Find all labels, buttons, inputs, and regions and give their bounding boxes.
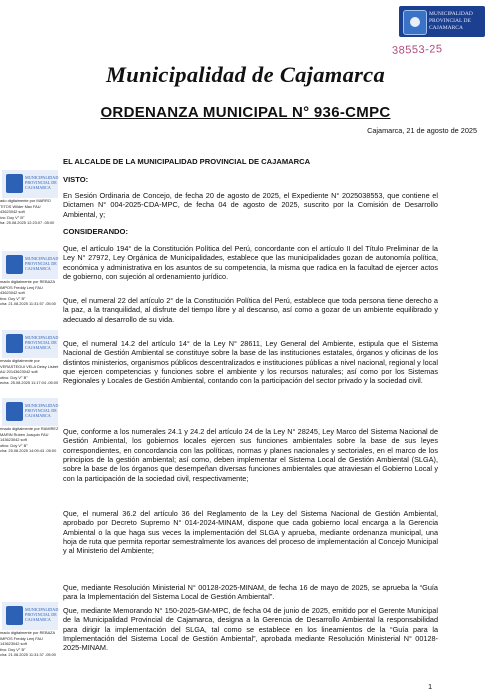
- considerando-paragraph-4: Que, conforme a los numerales 24.1 y 24.2 del artículo 24 de la Ley N° 28245, Ley Marco del Sistema Nacional de Gestión Ambiental, los gobiernos locales ejercen sus funciones ambientales sobre la base de sus leyes correspondientes, en concordancia con las políticas, normas y planes nacionales y sectoriales, en el marco de los principios de la gestión ambiental; así como, deben implementar el Sistema Local de Gestión Ambiental (SLGA), sobre la base de los órganos que desempeñan diversas funciones ambientales que atraviesan el Gobierno Local y con la participación de la sociedad civil, respectivamente;: [63, 427, 438, 483]
- signature-line: rmado digitalmente por RAMIREZ: [0, 426, 59, 431]
- municipal-logo: [399, 6, 485, 37]
- signature-line: MARIN Ruben Joaquin FAU: [0, 431, 49, 437]
- signature-line: TITOS Wilder Max FAU: [0, 203, 41, 209]
- seal-emblem-icon: [6, 606, 23, 625]
- seal-emblem-icon: [6, 402, 23, 421]
- signature-line: tivo: Doy V° B°: [0, 646, 26, 652]
- considerando-heading: CONSIDERANDO:: [63, 227, 128, 236]
- signature-line: ado digitalmente por MARRO: [0, 198, 51, 203]
- seal-emblem-icon: [6, 174, 23, 193]
- signature-seal: [2, 398, 58, 426]
- signature-line: otivo: Doy V° B°: [0, 374, 28, 380]
- seal-emblem-icon: [6, 334, 23, 353]
- institution-name: Municipalidad de Cajamarca: [105, 62, 386, 87]
- signature-seal: [2, 170, 58, 198]
- digital-signature-stamp: [0, 251, 61, 307]
- signature-line: 43623042 soft: [0, 290, 25, 296]
- signature-line: cha: 25.08.2025 14:09:43 -05:00: [0, 448, 57, 454]
- seal-emblem-icon: [6, 255, 23, 274]
- visto-paragraph: En Sesión Ordinaria de Concejo, de fecha 20 de agosto de 2025, el Expediente N° 2025038553, que contiene el Dictamen N° 004-2025-CDA-MPC, de fecha 04 de agosto de 2025, suscrito por la Comisión de Desarrollo Ambiental, y;: [63, 191, 438, 219]
- signature-line: VERASTEGUI VELA Deisy Lisbet: [0, 363, 59, 369]
- signature-seal: [2, 251, 58, 279]
- signature-line: echa: 25.08.2025 11:17:04 -05:00: [0, 380, 59, 386]
- seal-text: MUNICIPALIDAD PROVINCIAL DE CAJAMARCA: [25, 256, 59, 272]
- considerando-paragraph-3: Que, el numeral 14.2 del artículo 14° de la Ley N° 28611, Ley General del Ambiente, estipula que el Sistema Nacional de Gestión Ambiental se constituye sobre la base de las instituciones estatales, órganos y oficinas de los distintos ministerios, organismos públicos descentralizados e instituciones públicas a nivel nacional, regional y local que ejercen competencias y funciones sobre el ambiente y los recursos naturales; así como por los Sistemas Regionales y Locales de Gestión Ambiental, contando con la participación del sector privado y la sociedad civil.: [63, 339, 438, 386]
- digital-signature-stamp: [0, 170, 61, 226]
- signature-line: 43623042 soft: [0, 209, 25, 215]
- page-number: 1: [428, 682, 433, 691]
- logo-text: MUNICIPALIDAD PROVINCIAL DE CAJAMARCA: [429, 11, 473, 31]
- signature-line: ha: 25.08.2025 12:23:07 -05:00: [0, 220, 55, 226]
- seal-text: MUNICIPALIDAD PROVINCIAL DE CAJAMARCA: [25, 607, 59, 623]
- visto-heading: VISTO:: [63, 175, 89, 184]
- handwritten-file-number: 38553-25: [391, 43, 443, 57]
- signature-line: otivo: Doy V° B°: [0, 442, 28, 448]
- seal-text: MUNICIPALIDAD PROVINCIAL DE CAJAMARCA: [25, 335, 59, 351]
- signature-line: IMPOS Freddy Lenj FAU: [0, 284, 43, 290]
- coat-of-arms-icon: [403, 10, 427, 35]
- signature-line: rmado digitalmente por: [0, 358, 40, 363]
- signature-line: ivo: Doy V° B°: [0, 214, 25, 220]
- document-title: ORDENANZA MUNICIPAL N° 936-CMPC: [100, 104, 391, 121]
- signature-line: 143623042 soft: [0, 641, 27, 647]
- signature-line: mado digitalmente por REBAZA: [0, 279, 56, 284]
- digital-signature-stamp: [0, 330, 61, 386]
- signature-line: tivo: Doy V° B°: [0, 295, 26, 301]
- signature-line: 143623042 soft: [0, 437, 27, 443]
- seal-text: MUNICIPALIDAD PROVINCIAL DE CAJAMARCA: [25, 175, 59, 191]
- considerando-paragraph-2: Que, el numeral 22 del artículo 2° de la Constitución Política del Perú, establece que toda persona tiene derecho a la paz, a la tranquilidad, al disfrute del tiempo libre y al descanso, así como a gozar de un ambiente equilibrado y adecuado al desarrollo de su vida.: [63, 296, 438, 324]
- signature-line: mado digitalmente por REBAZA: [0, 630, 56, 635]
- considerando-paragraph-6: Que, mediante Resolución Ministerial N° 00128-2025-MINAM, de fecha 16 de mayo de 2025, se aprueba la “Guía para la Implementación del Sistema Local de Gestión Ambiental”.: [63, 583, 438, 602]
- signature-line: cha: 21.08.2025 11:31:37 -05:00: [0, 652, 56, 658]
- intro-heading: EL ALCALDE DE LA MUNICIPALIDAD PROVINCIAL DE CAJAMARCA: [63, 157, 311, 166]
- signature-line: AU 20143623042 soft: [0, 369, 38, 375]
- date-line: Cajamarca, 21 de agosto de 2025: [367, 126, 477, 135]
- signature-seal: [2, 330, 58, 358]
- digital-signature-stamp: [0, 602, 61, 658]
- considerando-paragraph-1: Que, el artículo 194° de la Constitución Política del Perú, concordante con el artículo II del Título Preliminar de la Ley N° 27972, Ley Orgánica de Municipalidades, establece que las municipalidades gozan de autonomía política, económica y administrativa en los asuntos de su competencia, la misma que radica en la facultad de ejercer actos de gobierno, con sujeción al ordenamiento jurídico.: [63, 244, 438, 282]
- digital-signature-stamp: [0, 398, 61, 454]
- considerando-paragraph-5: Que, el numeral 36.2 del artículo 36 del Reglamento de la Ley del Sistema Nacional de Gestión Ambiental, aprobado por Decreto Supremo N° 014-2024-MINAM, dispone que cada gobierno local encarga a la Gerencia Ambiental o la que haga sus veces la implementación del SLGA y aprueba, mediante ordenanza municipal, una hoja de ruta que permita reportar semestralmente los avances del proceso de implementación al Concejo Municipal y al Ministerio del Ambiente;: [63, 509, 438, 556]
- seal-text: MUNICIPALIDAD PROVINCIAL DE CAJAMARCA: [25, 403, 59, 419]
- considerando-paragraph-7: Que, mediante Memorando N° 150-2025-GM-MPC, de fecha 04 de junio de 2025, emitido por el Gerente Municipal de la Municipalidad Provincial de Cajamarca, designa a la Gerencia de Desarrollo Ambiental la responsabilidad para dirigir la implementación del SLGA, tal como se establece en los lineamientos de la “Guía para la Implementación del Sistema Local de Gestión Ambiental”, aprobada mediante Resolución Ministerial N° 00128-2025-MINAM.: [63, 606, 438, 653]
- signature-seal: [2, 602, 58, 630]
- signature-line: cha: 21.08.2025 11:31:57 -05:00: [0, 301, 56, 307]
- signature-line: IMPOS Freddy Lenj FAU: [0, 635, 43, 641]
